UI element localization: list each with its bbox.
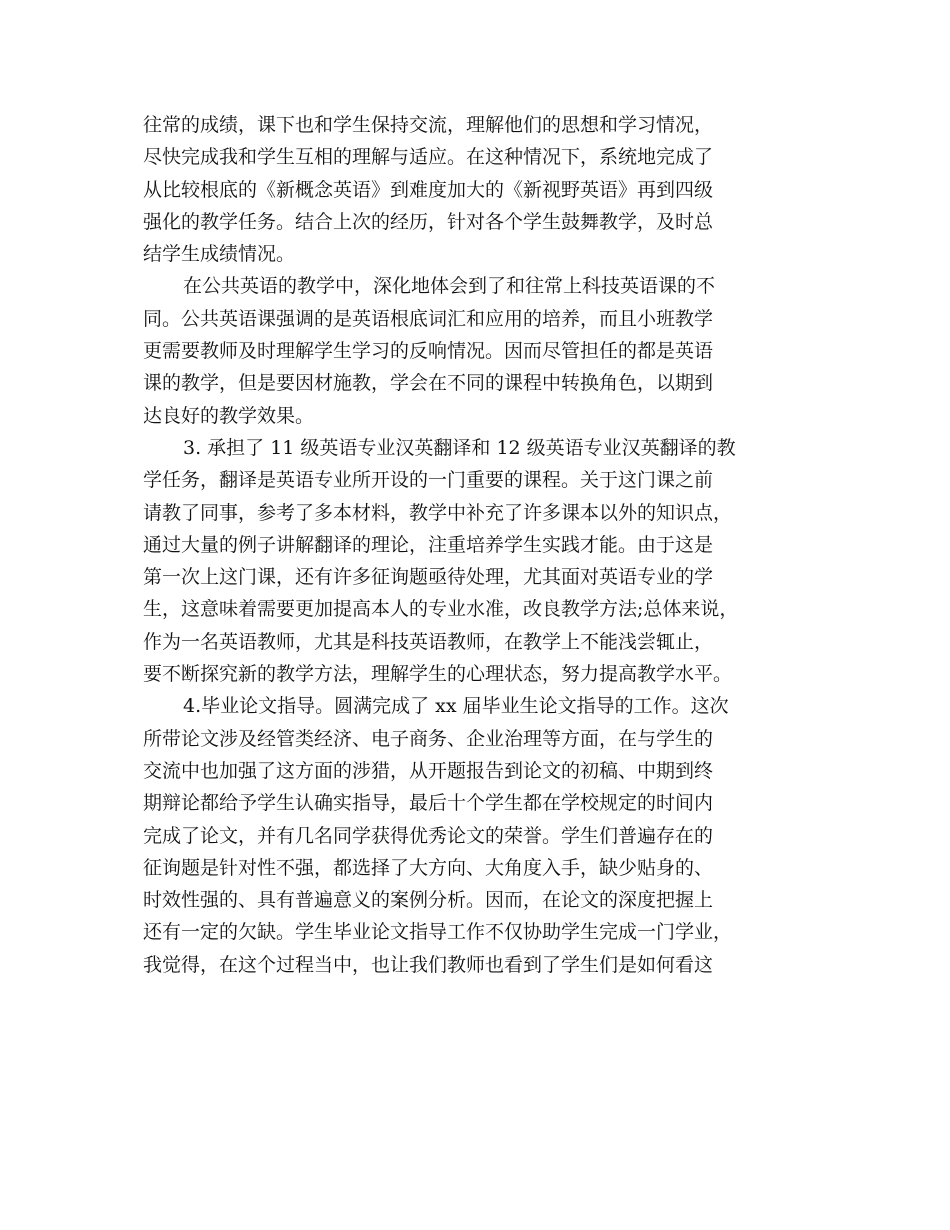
text-line: 同。公共英语课强调的是英语根底词汇和应用的培养，而且小班教学 <box>143 307 714 330</box>
text-line: 课的教学，但是要因材施教，学会在不同的课程中转换角色，以期到 <box>143 372 714 395</box>
text-line: 所带论文涉及经管类经济、电子商务、企业治理等方面，在与学生的 <box>143 727 714 750</box>
text-line: 4.毕业论文指导。圆满完成了 xx 届毕业生论文指导的工作。这次 <box>183 695 729 718</box>
text-line: 第一次上这门课，还有许多征询题亟待处理，尤其面对英语专业的学 <box>143 566 714 589</box>
text-line: 从比较根底的《新概念英语》到难度加大的《新视野英语》再到四级 <box>143 178 714 201</box>
text-line: 结学生成绩情况。 <box>143 243 296 266</box>
text-line: 完成了论文，并有几名同学获得优秀论文的荣誉。学生们普遍存在的 <box>143 824 714 847</box>
text-line: 我觉得，在这个过程当中，也让我们教师也看到了学生们是如何看这 <box>143 953 714 976</box>
text-line: 学任务，翻译是英语专业所开设的一门重要的课程。关于这门课之前 <box>143 469 714 492</box>
text-line: 通过大量的例子讲解翻译的理论，注重培养学生实践才能。由于这是 <box>143 533 714 556</box>
text-line: 作为一名英语教师，尤其是科技英语教师，在教学上不能浅尝辄止， <box>143 630 714 653</box>
text-line: 期辩论都给予学生认确实指导，最后十个学生都在学校规定的时间内 <box>143 792 714 815</box>
text-line: 生，这意味着需要更加提高本人的专业水准，改良教学方法;总体来说， <box>143 598 739 621</box>
text-line: 要不断探究新的教学方法，理解学生的心理状态，努力提高教学水平。 <box>143 663 733 686</box>
text-line: 尽快完成我和学生互相的理解与适应。在这种情况下，系统地完成了 <box>143 146 714 169</box>
text-line: 3. 承担了 11 级英语专业汉英翻译和 12 级英语专业汉英翻译的教 <box>183 436 736 459</box>
text-line: 强化的教学任务。结合上次的经历，针对各个学生鼓舞教学，及时总 <box>143 210 714 233</box>
text-line: 交流中也加强了这方面的涉猎，从开题报告到论文的初稿、中期到终 <box>143 759 714 782</box>
text-line: 请教了同事，参考了多本材料，教学中补充了许多课本以外的知识点， <box>143 501 733 524</box>
text-line: 在公共英语的教学中，深化地体会到了和往常上科技英语课的不 <box>183 275 716 298</box>
document-body <box>143 109 833 981</box>
text-line: 还有一定的欠缺。学生毕业论文指导工作不仅协助学生完成一门学业， <box>143 921 733 944</box>
text-line: 更需要教师及时理解学生学习的反响情况。因而尽管担任的都是英语 <box>143 340 714 363</box>
text-line: 达良好的教学效果。 <box>143 404 315 427</box>
text-line: 时效性强的、具有普遍意义的案例分析。因而，在论文的深度把握上 <box>143 889 714 912</box>
text-line: 征询题是针对性不强，都选择了大方向、大角度入手，缺少贴身的、 <box>143 856 714 879</box>
text-line: 往常的成绩，课下也和学生保持交流，理解他们的思想和学习情况， <box>143 114 714 136</box>
